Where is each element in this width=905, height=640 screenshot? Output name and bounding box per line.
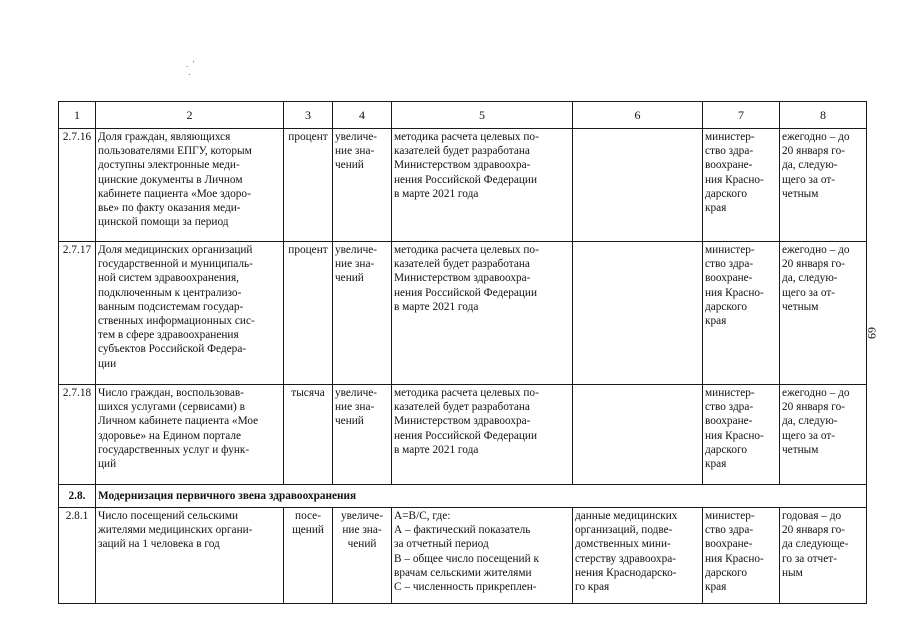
section-title: Модернизация первичного звена здравоохранения xyxy=(96,485,867,508)
responsible-cell: министер- ство здра- воохране- ния Красно- дарского края xyxy=(703,508,780,604)
indicator-name: Доля медицинских организаций государственной и муниципаль- ной систем здравоохранения, подключенным к централизо- ванным подсистемам государ- ственных информационных сис- тем в сфере здравоохранения субъектов Российской Федера- ции xyxy=(96,242,284,385)
row-number: 2.7.17 xyxy=(59,242,96,385)
section-row xyxy=(59,485,867,508)
row-number: 2.7.18 xyxy=(59,385,96,485)
unit-cell: посе- щений xyxy=(284,508,333,604)
row-number: 2.7.16 xyxy=(59,129,96,242)
header-cell: 4 xyxy=(333,102,392,129)
method-cell: А=В/С, где: А – фактический показатель за отчетный период В – общее число посещений к врачам сельскими жителями С – численность прикреплен- xyxy=(392,508,573,604)
section-number: 2.8. xyxy=(59,485,96,508)
header-cell: 6 xyxy=(573,102,703,129)
header-cell: 3 xyxy=(284,102,333,129)
method-cell: методика расчета целевых по- казателей будет разработана Министерством здравоохра- нения Российской Федерации в марте 2021 года xyxy=(392,129,573,242)
indicators-table xyxy=(58,101,867,604)
header-cell: 1 xyxy=(59,102,96,129)
responsible-cell: министер- ство здра- воохране- ния Красно- дарского края xyxy=(703,385,780,485)
page-number: 69 xyxy=(865,327,879,339)
indicator-name: Число граждан, воспользовав- шихся услугами (сервисами) в Личном кабинете пациента «Мое здоровье» на Едином портале государственных услуг и функ- ций xyxy=(96,385,284,485)
trend-cell: увеличе- ние зна- чений xyxy=(333,129,392,242)
unit-cell: тысяча xyxy=(284,385,333,485)
trend-cell: увеличе- ние зна- чений xyxy=(333,508,392,604)
indicator-name: Число посещений сельскими жителями медицинских органи- заций на 1 человека в год xyxy=(96,508,284,604)
scan-speck: . ′ . xyxy=(186,59,195,77)
source-cell: данные медицинских организаций, подве- домственных мини- стерству здравоохра- нения Краснодарско- го края xyxy=(573,508,703,604)
trend-cell: увеличе- ние зна- чений xyxy=(333,242,392,385)
header-cell: 2 xyxy=(96,102,284,129)
table-row xyxy=(59,385,867,485)
header-cell: 5 xyxy=(392,102,573,129)
row-number: 2.8.1 xyxy=(59,508,96,604)
period-cell: ежегодно – до 20 января го- да, следую- щего за от- четным xyxy=(780,385,867,485)
period-cell: ежегодно – до 20 января го- да, следую- щего за от- четным xyxy=(780,129,867,242)
header-cell: 8 xyxy=(780,102,867,129)
unit-cell: процент xyxy=(284,242,333,385)
header-row xyxy=(59,102,867,129)
indicator-name: Доля граждан, являющихся пользователями ЕПГУ, которым доступны электронные меди- цинские документы в Личном кабинете пациента «Мое здоро- вье» по факту оказания меди- цинской помощи за период xyxy=(96,129,284,242)
unit-cell: процент xyxy=(284,129,333,242)
source-cell xyxy=(573,129,703,242)
responsible-cell: министер- ство здра- воохране- ния Красно- дарского края xyxy=(703,129,780,242)
table-row xyxy=(59,129,867,242)
period-cell: ежегодно – до 20 января го- да, следую- щего за от- четным xyxy=(780,242,867,385)
header-cell: 7 xyxy=(703,102,780,129)
source-cell xyxy=(573,385,703,485)
method-cell: методика расчета целевых по- казателей будет разработана Министерством здравоохра- нения Российской Федерации в марте 2021 года xyxy=(392,385,573,485)
table-row xyxy=(59,242,867,385)
source-cell xyxy=(573,242,703,385)
method-cell: методика расчета целевых по- казателей будет разработана Министерством здравоохра- нения Российской Федерации в марте 2021 года xyxy=(392,242,573,385)
table-row xyxy=(59,508,867,604)
trend-cell: увеличе- ние зна- чений xyxy=(333,385,392,485)
period-cell: годовая – до 20 января го- да следующе- го за отчет- ным xyxy=(780,508,867,604)
responsible-cell: министер- ство здра- воохране- ния Красно- дарского края xyxy=(703,242,780,385)
